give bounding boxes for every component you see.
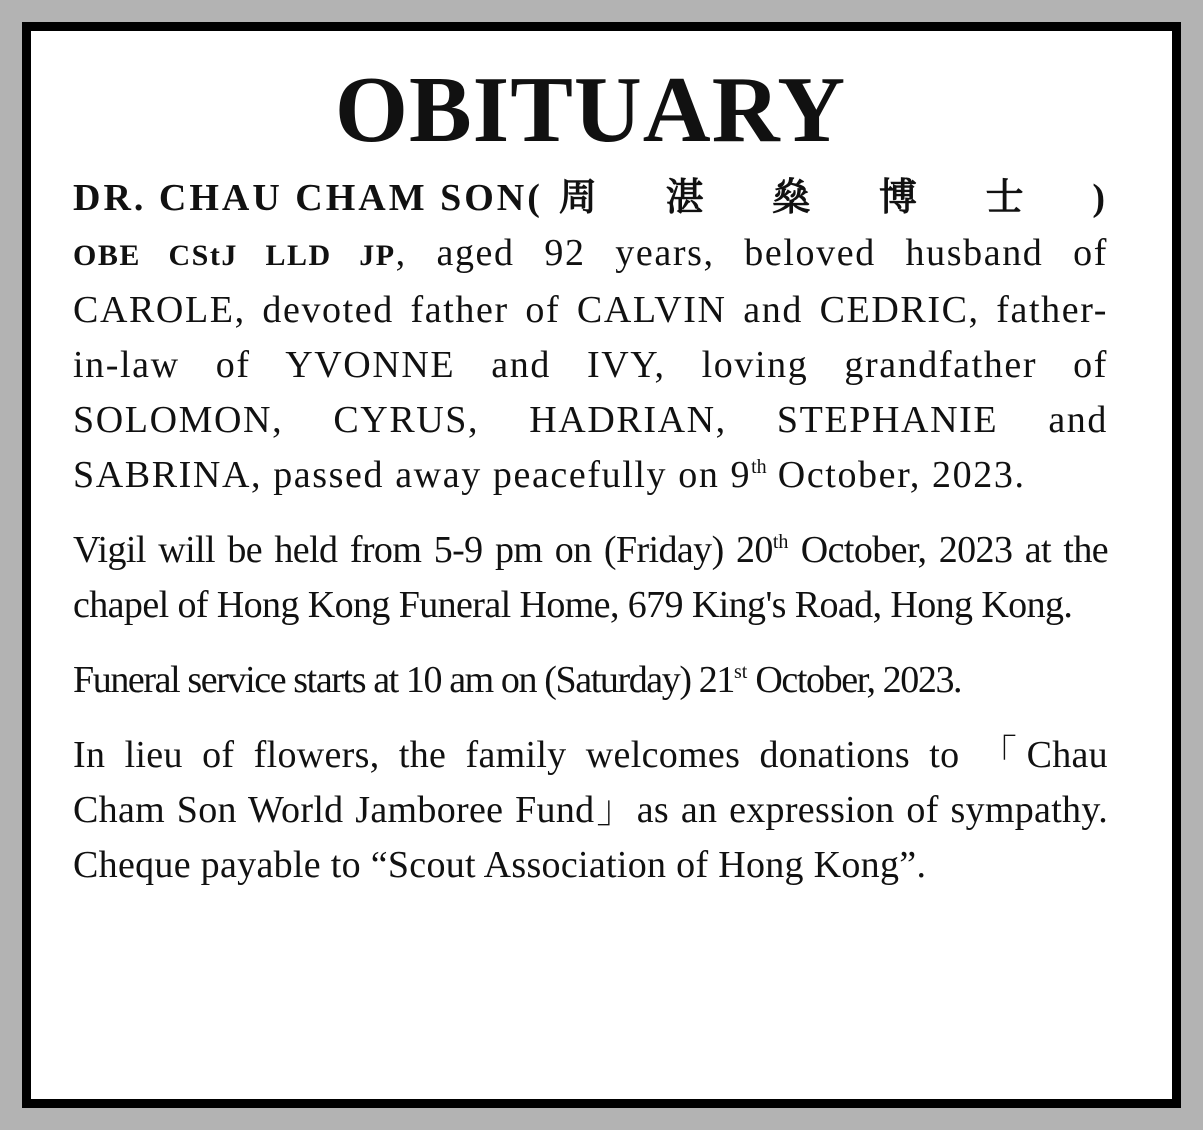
chinese-char: 士 xyxy=(985,177,1027,219)
death-date-text: October, 2023. xyxy=(766,454,1026,496)
deceased-name-chinese xyxy=(559,171,1108,226)
donations-paragraph: In lieu of flowers, the family welcomes donations to 「Chau Cham Son World Jamboree Fund」as an expression of sympathy. Cheque payable to “Scout Association of Hong Kong”. xyxy=(73,734,1108,886)
vigil-text: Vigil will be held from 5-9 pm on (Friday) 20 xyxy=(73,529,773,571)
date-suffix: st xyxy=(733,661,748,683)
deceased-paragraph xyxy=(73,171,1108,503)
chinese-char: 湛 xyxy=(665,177,707,219)
chinese-char: 燊 xyxy=(772,177,814,219)
funeral-service-paragraph xyxy=(73,653,1108,708)
page-title: OBITUARY xyxy=(334,58,847,162)
date-suffix: th xyxy=(751,456,767,478)
date-suffix: th xyxy=(772,531,789,553)
vigil-location-text: October, 2023 at the chapel of Hong Kong Funeral Home, 679 King's Road, Hong Kong. xyxy=(73,529,1108,626)
deceased-name xyxy=(73,171,1108,226)
funeral-date-text: October, 2023. xyxy=(747,659,962,701)
family-text: , aged 92 years, beloved husband of CAROLE, devoted father of CALVIN and CEDRIC, father-in-law of YVONNE and IVY, loving grandfather of SOLOMON, CYRUS, HADRIAN, STEPHANIE and SABRINA, passed away peacefully on 9 xyxy=(73,232,1108,496)
chinese-char: 周 xyxy=(558,177,600,219)
deceased-name-english: DR. CHAU CHAM SON( xyxy=(73,177,543,219)
honours: OBE CStJ LLD JP xyxy=(73,239,396,272)
vigil-paragraph xyxy=(73,523,1108,633)
obituary-frame xyxy=(22,22,1181,1108)
obituary-notice xyxy=(31,31,1172,1099)
closing-paren: ) xyxy=(1092,177,1108,219)
funeral-text: Funeral service starts at 10 am on (Saturday) 21 xyxy=(73,659,734,701)
chinese-char: 博 xyxy=(878,177,920,219)
